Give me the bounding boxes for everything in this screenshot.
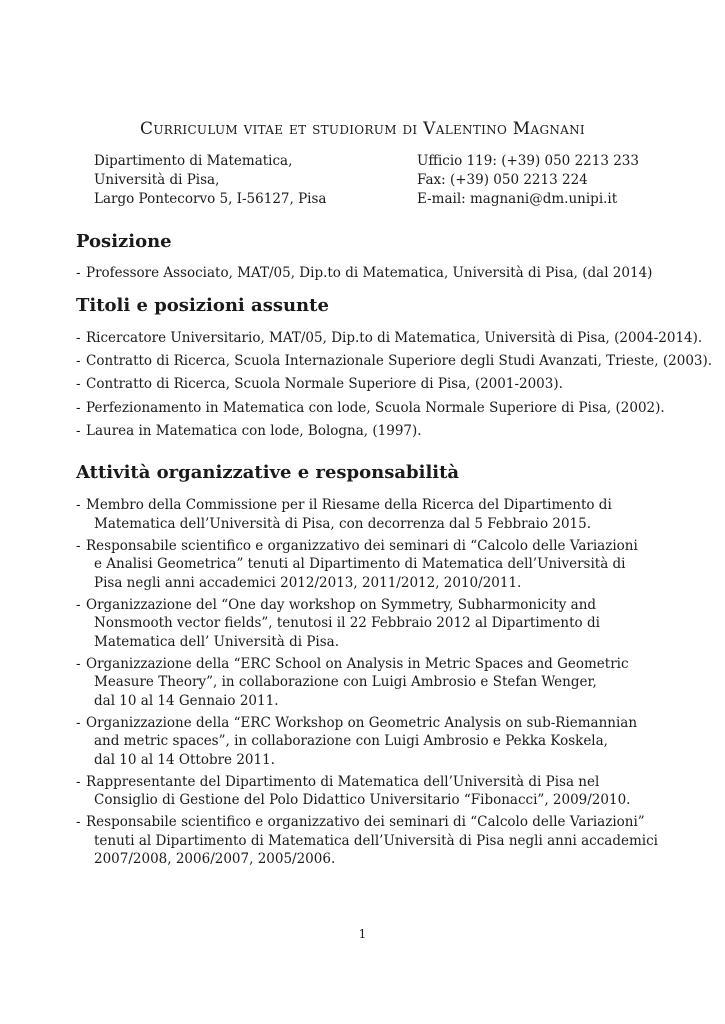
bullet-dash: -	[76, 596, 81, 613]
item-text: Responsabile scientifico e organizzativo dei seminari di “Calcolo delle Variazioni	[86, 537, 638, 554]
item-text: Organizzazione della “ERC School on Analysis in Metric Spaces and Geometric	[86, 655, 629, 672]
list-item	[76, 655, 666, 711]
office-phone: Ufficio 119: (+39) 050 2213 233	[417, 153, 639, 169]
bullet-dash: -	[76, 537, 81, 554]
item-text: dal 10 al 14 Gennaio 2011.	[94, 692, 279, 709]
item-text: Organizzazione della “ERC Workshop on Geometric Analysis on sub-Riemannian	[86, 714, 638, 731]
email-address: E-mail: magnani@dm.unipi.it	[417, 191, 618, 207]
item-text: e Analisi Geometrica” tenuti al Dipartimento di Matematica dell’Università di	[94, 556, 626, 572]
item-text: Contratto di Ricerca, Scuola Normale Superiore di Pisa, (2001-2003).	[86, 376, 563, 393]
section-heading-titoli: Titoli e posizioni assunte	[76, 295, 329, 316]
bullet-dash: -	[76, 714, 81, 731]
item-text: Contratto di Ricerca, Scuola Internazionale Superiore degli Studi Avanzati, Trieste, (2003).	[86, 353, 713, 370]
bullet-dash: -	[76, 655, 81, 672]
bullet-dash: -	[76, 422, 81, 439]
item-text: tenuti al Dipartimento di Matematica dell’Università di Pisa negli anni accademici	[94, 832, 658, 849]
item-text: Matematica dell’ Università di Pisa.	[94, 633, 340, 650]
item-text: 2007/2008, 2006/2007, 2005/2006.	[94, 851, 336, 867]
item-text: Pisa negli anni accademici 2012/2013, 2011/2012, 2010/2011.	[94, 574, 522, 591]
list-item	[76, 352, 713, 371]
list-item	[76, 537, 666, 593]
contact-address	[94, 152, 326, 209]
item-text: Nonsmooth vector fields”, tenutosi il 22 Febbraio 2012 al Dipartimento di	[94, 615, 600, 631]
section-heading-attivita: Attività organizzative e responsabilità	[76, 462, 460, 483]
page-title: Curriculum vitae et studiorum di Valentino Magnani	[140, 119, 585, 139]
item-text: dal 10 al 14 Ottobre 2011.	[94, 751, 275, 768]
item-text: Matematica dell’Università di Pisa, con decorrenza dal 5 Febbraio 2015.	[94, 515, 592, 532]
bullet-dash: -	[76, 330, 81, 346]
fax-number: Fax: (+39) 050 2213 224	[417, 172, 588, 188]
bullet-dash: -	[76, 814, 81, 830]
list-item	[76, 773, 666, 810]
address-line: Largo Pontecorvo 5, I-56127, Pisa	[94, 191, 327, 207]
list-item	[76, 264, 666, 283]
bullet-dash: -	[76, 399, 81, 416]
titoli-list	[76, 329, 713, 440]
item-text: Membro della Commissione per il Riesame della Ricerca del Dipartimento di	[86, 497, 612, 513]
item-text: Professore Associato, MAT/05, Dip.to di Matematica, Università di Pisa, (dal 2014)	[86, 265, 653, 281]
bullet-dash: -	[76, 773, 81, 790]
list-item	[76, 329, 703, 348]
list-item	[76, 596, 666, 652]
list-item	[76, 813, 666, 869]
bullet-dash: -	[76, 497, 81, 513]
item-text: Measure Theory”, in collaborazione con Luigi Ambrosio e Stefan Wenger,	[94, 674, 597, 690]
attivita-list	[76, 496, 666, 869]
item-text: Laurea in Matematica con lode, Bologna, (1997).	[86, 422, 422, 439]
page-number: 1	[358, 927, 367, 941]
section-heading-posizione: Posizione	[76, 231, 172, 252]
list-item	[76, 496, 666, 533]
item-text: Organizzazione del “One day workshop on Symmetry, Subharmonicity and	[86, 596, 597, 613]
item-text: Consiglio di Gestione del Polo Didattico Universitario “Fibonacci”, 2009/2010.	[94, 792, 631, 808]
address-line: Dipartimento di Matematica,	[94, 153, 293, 169]
item-text: and metric spaces”, in collaborazione con Luigi Ambrosio e Pekka Koskela,	[94, 733, 608, 749]
bullet-dash: -	[76, 353, 81, 370]
list-item	[76, 714, 666, 770]
item-text: Rappresentante del Dipartimento di Matematica dell’Università di Pisa nel	[86, 773, 600, 790]
address-line: Università di Pisa,	[94, 172, 220, 188]
posizione-list	[76, 264, 666, 283]
list-item	[76, 399, 666, 418]
item-text: Responsabile scientifico e organizzativo dei seminari di “Calcolo delle Variazioni”	[86, 814, 645, 830]
list-item	[76, 422, 666, 441]
item-text: Ricercatore Universitario, MAT/05, Dip.to di Matematica, Università di Pisa, (2004-2014).	[86, 330, 703, 346]
list-item	[76, 375, 666, 394]
bullet-dash: -	[76, 376, 81, 393]
bullet-dash: -	[76, 265, 81, 281]
item-text: Perfezionamento in Matematica con lode, Scuola Normale Superiore di Pisa, (2002).	[86, 399, 665, 416]
contact-details	[417, 152, 639, 209]
